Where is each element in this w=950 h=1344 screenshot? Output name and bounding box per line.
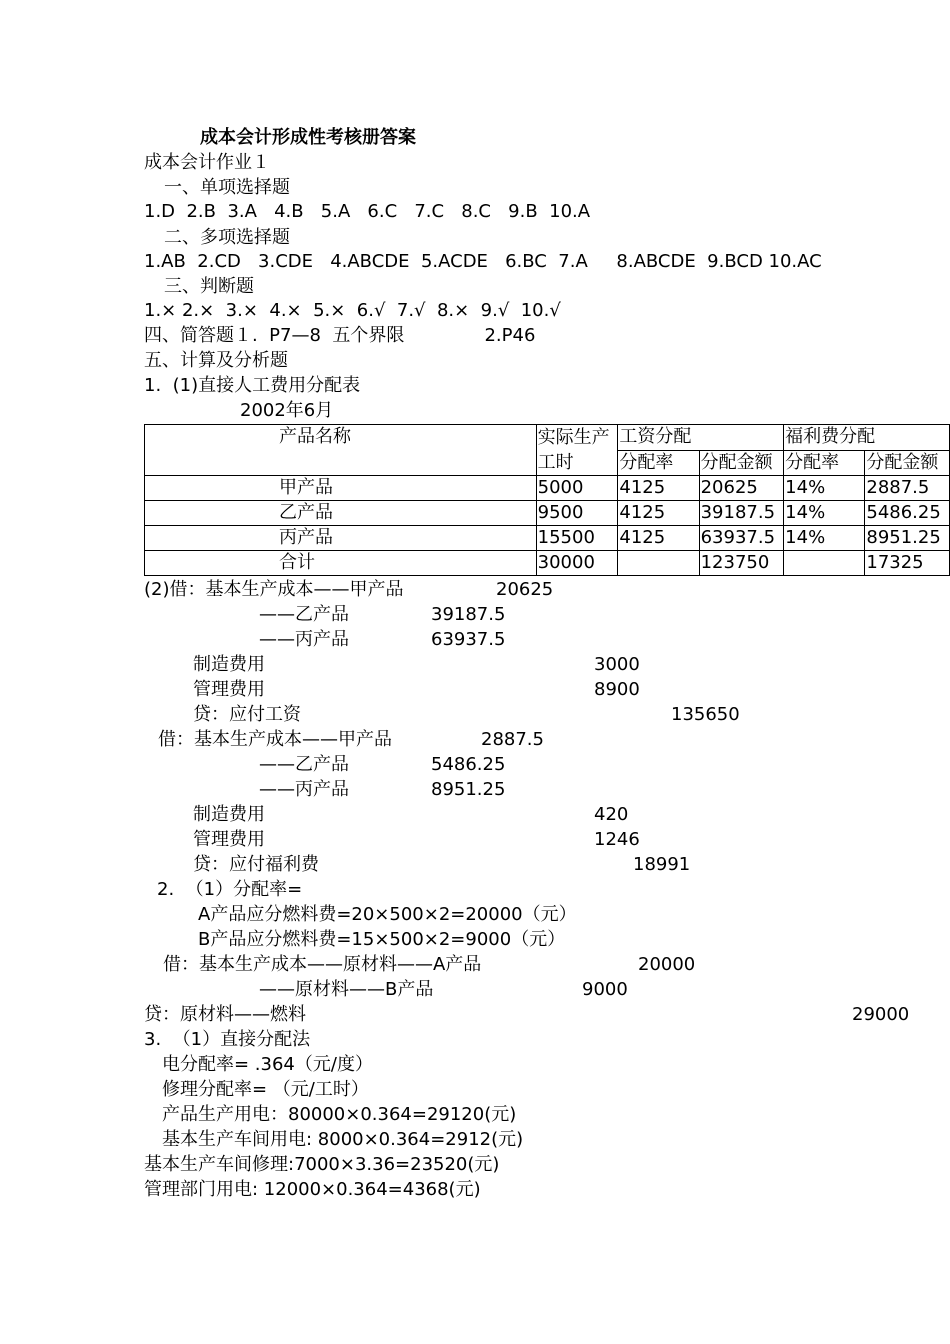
row-wage-rate: 4125 bbox=[618, 526, 699, 551]
section-heading-calculation: 五、计算及分析题 bbox=[144, 350, 288, 371]
section-heading-single-choice: 一、单项选择题 bbox=[164, 177, 290, 198]
entry-account: 制造费用 bbox=[193, 654, 265, 675]
row-product-name: 合计 bbox=[145, 551, 537, 576]
multi-choice-answers: 1.AB 2.CD 3.CDE 4.ABCDE 5.ACDE 6.BC 7.A 8.ABCDE 9.BCD 10.AC bbox=[144, 251, 822, 272]
entry-sub-account: ——丙产品 bbox=[259, 629, 349, 650]
header-hours-line2: 工时 bbox=[537, 452, 574, 473]
header-welfare-rate: 分配率 bbox=[784, 450, 865, 476]
row-wage-rate: 4125 bbox=[618, 501, 699, 526]
question-2-title: 2. （1）分配率= bbox=[157, 879, 303, 900]
row-welfare-amount: 5486.25 bbox=[865, 501, 950, 526]
question-3-line: 电分配率= .364（元/度） bbox=[162, 1054, 373, 1075]
entry-sub-account: ——乙产品 bbox=[259, 604, 349, 625]
question-2-debit-line: 借：基本生产成本——原材料——A产品 bbox=[163, 954, 482, 975]
entry-amount: 135650 bbox=[671, 704, 740, 725]
entry-sub-account: ——乙产品 bbox=[259, 754, 349, 775]
row-welfare-amount: 8951.25 bbox=[865, 526, 950, 551]
row-welfare-rate: 14% bbox=[784, 501, 865, 526]
entry-amount: 20000 bbox=[638, 954, 696, 975]
document-title: 成本会计形成性考核册答案 bbox=[200, 127, 416, 148]
single-choice-answers: 1.D 2.B 3.A 4.B 5.A 6.C 7.C 8.C 9.B 10.A bbox=[144, 201, 591, 222]
row-welfare-rate: 14% bbox=[784, 476, 865, 501]
question-3-line: 产品生产用电：80000×0.364=29120(元) bbox=[162, 1104, 517, 1125]
row-wage-rate: 4125 bbox=[618, 476, 699, 501]
entry-amount: 8900 bbox=[594, 679, 640, 700]
table-total-row bbox=[145, 551, 950, 576]
entry-amount: 2887.5 bbox=[481, 729, 544, 750]
entry-amount: 8951.25 bbox=[431, 779, 506, 800]
entry-amount: 420 bbox=[594, 804, 629, 825]
row-welfare-rate: 14% bbox=[784, 526, 865, 551]
row-welfare-amount: 17325 bbox=[865, 551, 950, 576]
question-2-line: B产品应分燃料费=15×500×2=9000（元） bbox=[198, 929, 566, 950]
entry-amount: 1246 bbox=[594, 829, 640, 850]
header-wage-amount: 分配金额 bbox=[699, 450, 784, 476]
entry-amount: 29000 bbox=[852, 1004, 910, 1025]
row-wage-amount: 20625 bbox=[699, 476, 784, 501]
header-product-name: 产品名称 bbox=[145, 425, 537, 476]
header-welfare-allocation: 福利费分配 bbox=[784, 425, 950, 451]
row-product-name: 丙产品 bbox=[145, 526, 537, 551]
question-2-line: A产品应分燃料费=20×500×2=20000（元） bbox=[198, 904, 577, 925]
header-hours-line1: 实际生产 bbox=[537, 427, 610, 448]
table-header-row bbox=[145, 425, 950, 451]
question-2-credit-line: 贷：原材料——燃料 bbox=[144, 1004, 306, 1025]
row-wage-rate bbox=[618, 551, 699, 576]
entry-amount: 3000 bbox=[594, 654, 640, 675]
question-3-line: 基本生产车间修理:7000×3.36=23520(元) bbox=[144, 1154, 500, 1175]
labor-cost-allocation-table bbox=[144, 424, 950, 576]
header-actual-hours bbox=[536, 425, 618, 476]
table-row bbox=[145, 526, 950, 551]
entry-account: 管理费用 bbox=[193, 829, 265, 850]
table-row bbox=[145, 501, 950, 526]
entry-sub-account: ——丙产品 bbox=[259, 779, 349, 800]
question-3-title: 3. （1）直接分配法 bbox=[144, 1029, 311, 1050]
question-3-line: 管理部门用电: 12000×0.364=4368(元) bbox=[144, 1179, 481, 1200]
assignment-heading: 成本会计作业１ bbox=[144, 152, 270, 173]
entry-credit-line: 贷：应付工资 bbox=[193, 704, 301, 725]
question-3-line: 基本生产车间用电: 8000×0.364=2912(元) bbox=[162, 1129, 524, 1150]
row-hours: 5000 bbox=[536, 476, 618, 501]
entry-debit-line: 借：基本生产成本——甲产品 bbox=[158, 729, 392, 750]
row-hours: 15500 bbox=[536, 526, 618, 551]
header-wage-rate: 分配率 bbox=[618, 450, 699, 476]
question-1-title: 1. (1)直接人工费用分配表 bbox=[144, 375, 361, 396]
entry-amount: 20625 bbox=[496, 579, 554, 600]
entry-account: 管理费用 bbox=[193, 679, 265, 700]
row-hours: 30000 bbox=[536, 551, 618, 576]
entry-amount: 9000 bbox=[582, 979, 628, 1000]
entry-account: 制造费用 bbox=[193, 804, 265, 825]
header-wage-allocation: 工资分配 bbox=[618, 425, 784, 451]
entry-credit-line: 贷：应付福利费 bbox=[193, 854, 319, 875]
row-welfare-rate bbox=[784, 551, 865, 576]
row-welfare-amount: 2887.5 bbox=[865, 476, 950, 501]
question-3-line: 修理分配率= （元/工时） bbox=[162, 1079, 369, 1100]
entry-amount: 39187.5 bbox=[431, 604, 506, 625]
question-2-sub-account: ——原材料——B产品 bbox=[259, 979, 434, 1000]
true-false-answers: 1.× 2.× 3.× 4.× 5.× 6.√ 7.√ 8.× 9.√ 10.√ bbox=[144, 300, 561, 321]
row-product-name: 乙产品 bbox=[145, 501, 537, 526]
entry-amount: 63937.5 bbox=[431, 629, 506, 650]
row-hours: 9500 bbox=[536, 501, 618, 526]
header-welfare-amount: 分配金额 bbox=[865, 450, 950, 476]
table-date: 2002年6月 bbox=[240, 400, 334, 421]
section-heading-true-false: 三、判断题 bbox=[164, 276, 254, 297]
entry-amount: 18991 bbox=[633, 854, 691, 875]
section-heading-multi-choice: 二、多项选择题 bbox=[164, 227, 290, 248]
table-row bbox=[145, 476, 950, 501]
row-wage-amount: 123750 bbox=[699, 551, 784, 576]
row-wage-amount: 63937.5 bbox=[699, 526, 784, 551]
row-product-name: 甲产品 bbox=[145, 476, 537, 501]
short-answer-line: 四、简答题１. P7—8 五个界限 2.P46 bbox=[144, 325, 536, 346]
row-wage-amount: 39187.5 bbox=[699, 501, 784, 526]
entry-debit-line: (2)借：基本生产成本——甲产品 bbox=[144, 579, 404, 600]
entry-amount: 5486.25 bbox=[431, 754, 506, 775]
